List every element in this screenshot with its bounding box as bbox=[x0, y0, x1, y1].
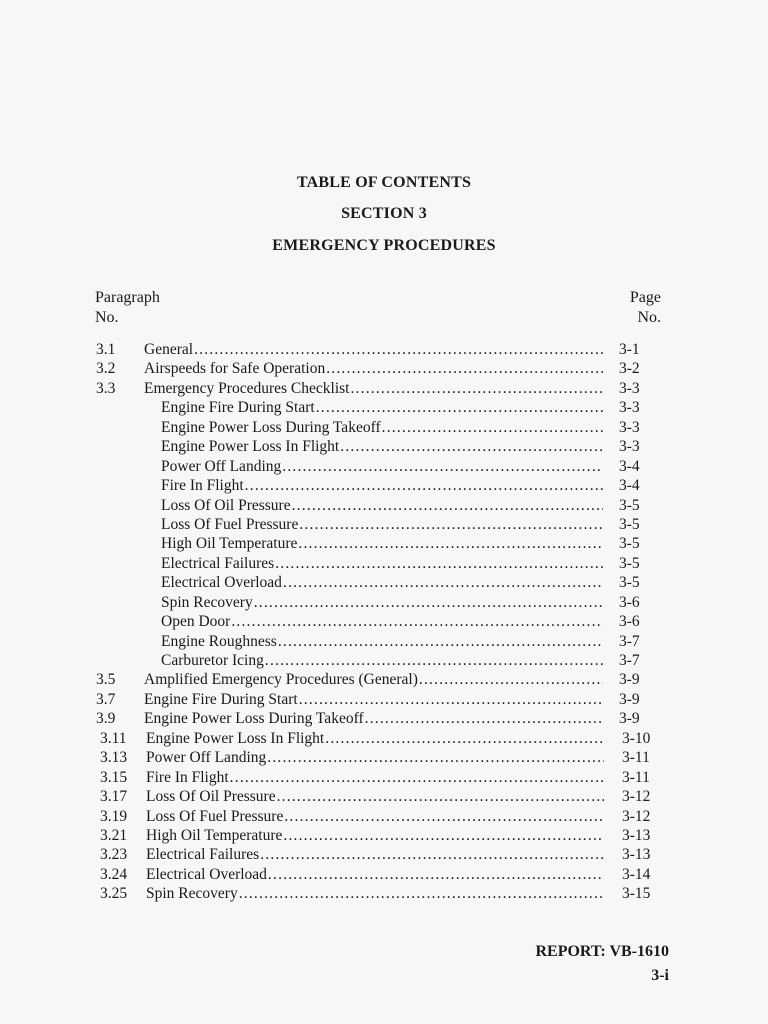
toc-entry-title-wrap bbox=[161, 651, 603, 670]
toc-entry-title-wrap bbox=[161, 573, 603, 592]
toc-entry-title: Amplified Emergency Procedures (General) bbox=[144, 671, 418, 689]
toc-entry-title: Open Door bbox=[161, 613, 231, 631]
toc-entry-title: Engine Fire During Start bbox=[161, 399, 315, 417]
toc-entry-number: 3.13 bbox=[100, 749, 128, 767]
toc-entry-title: Engine Power Loss During Takeoff bbox=[144, 710, 364, 728]
toc-list bbox=[0, 340, 768, 904]
toc-entry-title: Engine Power Loss In Flight bbox=[161, 438, 340, 456]
toc-entry-title-wrap bbox=[144, 690, 603, 709]
toc-entry bbox=[0, 379, 768, 398]
toc-entry-page: 3-9 bbox=[619, 710, 640, 728]
section-title: EMERGENCY PROCEDURES bbox=[272, 237, 496, 254]
toc-entry-page: 3-5 bbox=[619, 496, 640, 514]
toc-entry-page: 3-13 bbox=[622, 846, 651, 864]
toc-entry bbox=[0, 457, 768, 476]
dot-leader bbox=[194, 340, 603, 359]
dot-leader bbox=[350, 379, 603, 398]
toc-entry-title-wrap bbox=[161, 437, 603, 456]
toc-entry-page: 3-12 bbox=[622, 807, 651, 825]
toc-entry-number: 3.11 bbox=[100, 729, 127, 747]
toc-entry-page: 3-4 bbox=[619, 477, 640, 495]
paragraph-header-line1: Paragraph bbox=[95, 289, 160, 306]
toc-entry bbox=[0, 826, 768, 845]
page-column-header bbox=[630, 288, 661, 328]
dot-leader bbox=[283, 826, 604, 845]
toc-entry-title: Electrical Failures bbox=[161, 554, 275, 572]
dot-leader bbox=[419, 670, 603, 689]
toc-entry-number: 3.23 bbox=[100, 846, 128, 864]
toc-entry bbox=[0, 651, 768, 670]
dot-leader bbox=[277, 787, 604, 806]
toc-entry-page: 3-14 bbox=[622, 865, 651, 883]
toc-entry-page: 3-11 bbox=[622, 768, 650, 786]
toc-entry-title-wrap bbox=[144, 359, 603, 378]
toc-entry-title-wrap bbox=[146, 845, 604, 864]
toc-entry-page: 3-3 bbox=[619, 399, 640, 417]
toc-entry-page: 3-11 bbox=[622, 749, 650, 767]
toc-entry-page: 3-5 bbox=[619, 535, 640, 553]
toc-entry-title: Power Off Landing bbox=[146, 749, 267, 767]
toc-entry-title-wrap bbox=[144, 379, 603, 398]
toc-entry-number: 3.24 bbox=[100, 865, 128, 883]
toc-entry bbox=[0, 709, 768, 728]
dot-leader bbox=[265, 651, 603, 670]
toc-entry-number: 3.21 bbox=[100, 826, 128, 844]
toc-entry bbox=[0, 554, 768, 573]
dot-leader bbox=[325, 729, 604, 748]
toc-entry-number: 3.15 bbox=[100, 768, 128, 786]
toc-entry-title-wrap bbox=[161, 515, 603, 534]
toc-entry-number: 3.2 bbox=[96, 360, 116, 378]
toc-entry-page: 3-7 bbox=[619, 632, 640, 650]
toc-entry bbox=[0, 690, 768, 709]
dot-leader bbox=[268, 865, 604, 884]
toc-entry-title: Loss Of Oil Pressure bbox=[161, 496, 291, 514]
toc-entry-number: 3.19 bbox=[100, 807, 128, 825]
dot-leader bbox=[365, 709, 603, 728]
toc-entry bbox=[0, 573, 768, 592]
toc-entry bbox=[0, 340, 768, 359]
toc-entry-page: 3-1 bbox=[619, 341, 640, 358]
toc-entry-page: 3-9 bbox=[619, 671, 640, 689]
toc-entry-title-wrap bbox=[146, 768, 604, 787]
toc-entry-title: Engine Fire During Start bbox=[144, 690, 298, 708]
dot-leader bbox=[299, 690, 603, 709]
toc-entry-title-wrap bbox=[146, 826, 604, 845]
dot-leader bbox=[284, 807, 604, 826]
toc-entry-title-wrap bbox=[144, 340, 603, 359]
dot-leader bbox=[298, 534, 603, 553]
toc-entry-number: 3.7 bbox=[96, 690, 116, 708]
toc-entry bbox=[0, 845, 768, 864]
toc-entry-page: 3-12 bbox=[622, 788, 651, 806]
dot-leader bbox=[275, 554, 603, 573]
toc-entry-title: Engine Power Loss During Takeoff bbox=[161, 418, 381, 436]
toc-entry bbox=[0, 729, 768, 748]
toc-entry-title-wrap bbox=[161, 593, 603, 612]
toc-entry bbox=[0, 884, 768, 903]
dot-leader bbox=[245, 476, 603, 495]
toc-entry-page: 3-6 bbox=[619, 613, 640, 631]
toc-entry-page: 3-13 bbox=[622, 826, 651, 844]
toc-entry-title: Fire In Flight bbox=[161, 477, 244, 495]
dot-leader bbox=[278, 632, 603, 651]
toc-entry-title: Carburetor Icing bbox=[161, 652, 264, 669]
toc-entry bbox=[0, 787, 768, 806]
toc-entry-title: Electrical Overload bbox=[146, 865, 267, 883]
dot-leader bbox=[239, 884, 604, 903]
toc-entry-title-wrap bbox=[161, 398, 603, 417]
dot-leader bbox=[316, 398, 603, 417]
toc-entry-number: 3.3 bbox=[96, 379, 116, 397]
dot-leader bbox=[254, 593, 603, 612]
toc-entry-title: High Oil Temperature bbox=[161, 535, 298, 553]
toc-entry-title-wrap bbox=[161, 457, 603, 476]
toc-entry-title: Fire In Flight bbox=[146, 768, 229, 786]
dot-leader bbox=[382, 418, 603, 437]
toc-entry-title: Spin Recovery bbox=[146, 885, 238, 903]
toc-entry-title-wrap bbox=[146, 729, 604, 748]
page-header-line2: No. bbox=[637, 309, 661, 326]
toc-entry-title: Airspeeds for Safe Operation bbox=[144, 360, 326, 378]
toc-entry-title: Spin Recovery bbox=[161, 593, 253, 611]
toc-entry-title: Electrical Overload bbox=[161, 574, 282, 592]
toc-entry-page: 3-3 bbox=[619, 438, 640, 456]
toc-entry bbox=[0, 359, 768, 378]
dot-leader bbox=[282, 457, 603, 476]
toc-entry bbox=[0, 515, 768, 534]
toc-entry bbox=[0, 865, 768, 884]
toc-entry-title: High Oil Temperature bbox=[146, 826, 283, 844]
toc-entry bbox=[0, 418, 768, 437]
toc-entry-title: Power Off Landing bbox=[161, 457, 282, 475]
report-number: REPORT: VB-1610 bbox=[535, 943, 669, 960]
toc-entry-title-wrap bbox=[161, 632, 603, 651]
dot-leader bbox=[283, 573, 603, 592]
toc-entry-page: 3-7 bbox=[619, 652, 640, 669]
toc-entry-page: 3-6 bbox=[619, 593, 640, 611]
toc-entry-page: 3-15 bbox=[622, 885, 651, 903]
toc-entry-title-wrap bbox=[146, 807, 604, 826]
toc-entry-title-wrap bbox=[144, 709, 603, 728]
toc-entry-title-wrap bbox=[161, 554, 603, 573]
toc-entry-title-wrap bbox=[144, 670, 603, 689]
toc-entry-title: Loss Of Fuel Pressure bbox=[146, 807, 284, 825]
dot-leader bbox=[267, 748, 604, 767]
paragraph-column-header bbox=[95, 288, 160, 328]
page-number: 3-i bbox=[651, 967, 669, 984]
dot-leader bbox=[340, 437, 603, 456]
toc-entry-page: 3-2 bbox=[619, 360, 640, 378]
toc-entry bbox=[0, 496, 768, 515]
dot-leader bbox=[292, 496, 603, 515]
toc-entry-title: Loss Of Oil Pressure bbox=[146, 788, 276, 806]
dot-leader bbox=[260, 845, 604, 864]
toc-heading: TABLE OF CONTENTS bbox=[296, 174, 472, 191]
toc-entry-number: 3.9 bbox=[96, 710, 116, 728]
toc-entry-title: Electrical Failures bbox=[146, 846, 260, 864]
dot-leader bbox=[231, 612, 603, 631]
toc-entry-title-wrap bbox=[146, 865, 604, 884]
toc-entry-title-wrap bbox=[146, 884, 604, 903]
dot-leader bbox=[230, 768, 604, 787]
toc-entry-number: 3.25 bbox=[100, 885, 128, 903]
toc-entry-page: 3-4 bbox=[619, 457, 640, 475]
toc-entry-title-wrap bbox=[161, 534, 603, 553]
dot-leader bbox=[326, 359, 603, 378]
toc-entry bbox=[0, 534, 768, 553]
toc-entry-title: Engine Power Loss In Flight bbox=[146, 729, 325, 747]
toc-entry-title-wrap bbox=[161, 496, 603, 515]
toc-entry bbox=[0, 476, 768, 495]
toc-entry-title-wrap bbox=[146, 748, 604, 767]
toc-entry bbox=[0, 768, 768, 787]
toc-entry bbox=[0, 398, 768, 417]
toc-entry bbox=[0, 807, 768, 826]
toc-entry-title: Emergency Procedures Checklist bbox=[144, 379, 350, 397]
toc-entry-title-wrap bbox=[161, 612, 603, 631]
toc-entry-page: 3-3 bbox=[619, 379, 640, 397]
toc-entry-number: 3.1 bbox=[96, 341, 116, 358]
toc-entry bbox=[0, 632, 768, 651]
toc-entry-title-wrap bbox=[161, 418, 603, 437]
dot-leader bbox=[299, 515, 603, 534]
page-header-line1: Page bbox=[629, 289, 661, 306]
toc-entry-page: 3-5 bbox=[619, 515, 640, 533]
toc-entry-title: Loss Of Fuel Pressure bbox=[161, 515, 299, 533]
toc-entry bbox=[0, 593, 768, 612]
toc-entry-title: Engine Roughness bbox=[161, 632, 277, 650]
toc-entry bbox=[0, 670, 768, 689]
toc-entry bbox=[0, 437, 768, 456]
toc-entry-title: General bbox=[144, 341, 194, 358]
toc-entry-page: 3-5 bbox=[619, 554, 640, 572]
toc-entry-title-wrap bbox=[161, 476, 603, 495]
toc-entry-page: 3-10 bbox=[622, 729, 651, 747]
toc-entry bbox=[0, 748, 768, 767]
toc-entry-page: 3-5 bbox=[619, 574, 640, 592]
toc-entry-number: 3.5 bbox=[96, 671, 116, 689]
toc-entry-title-wrap bbox=[146, 787, 604, 806]
section-heading: SECTION 3 bbox=[341, 205, 427, 222]
toc-entry-page: 3-9 bbox=[619, 690, 640, 708]
paragraph-header-line2: No. bbox=[95, 309, 119, 326]
toc-entry-page: 3-3 bbox=[619, 418, 640, 436]
toc-entry-number: 3.17 bbox=[100, 788, 128, 806]
toc-entry bbox=[0, 612, 768, 631]
